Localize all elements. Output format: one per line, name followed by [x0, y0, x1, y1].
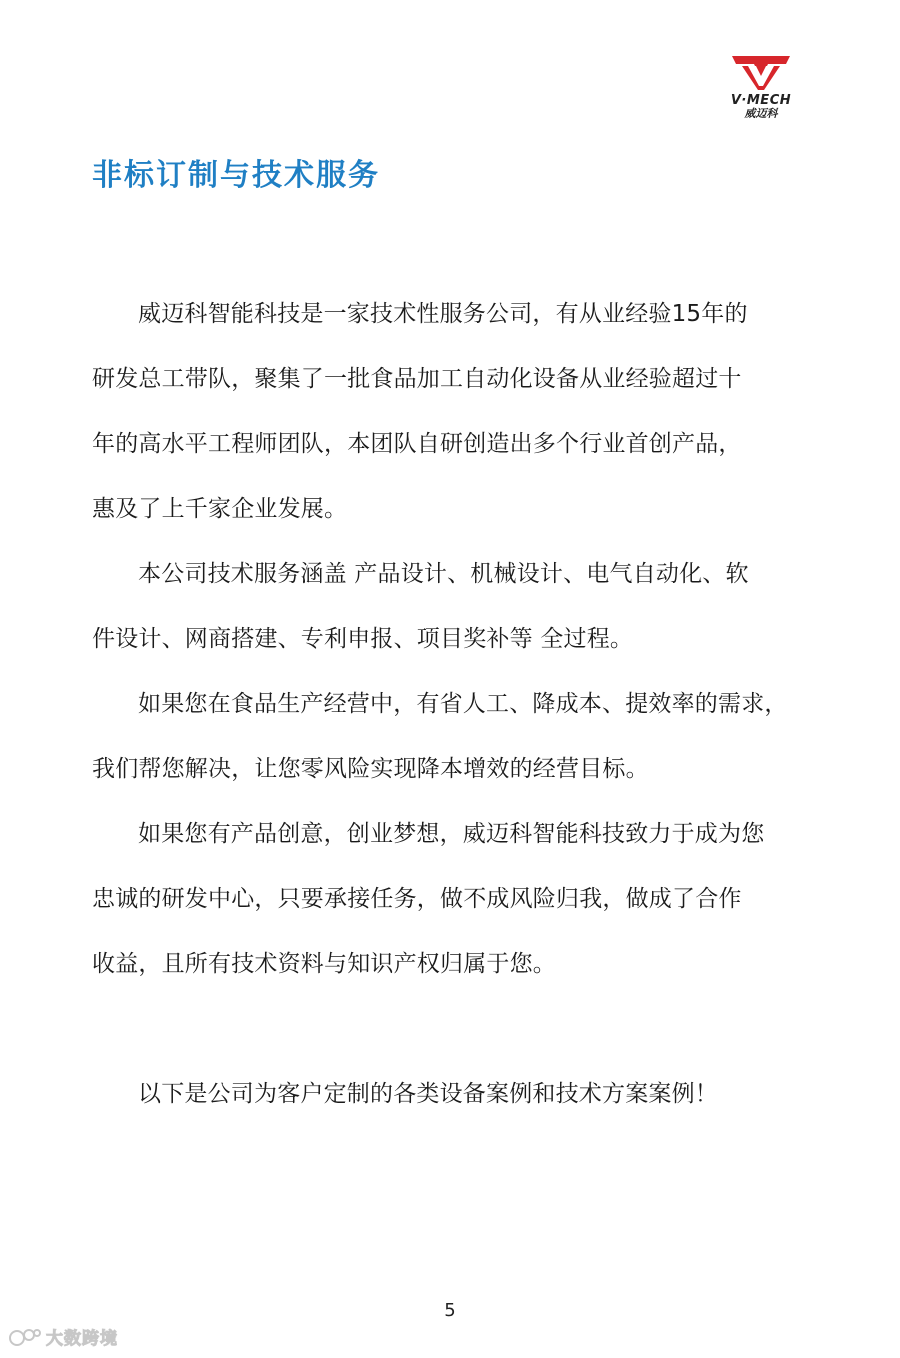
paragraph-intro [92, 282, 822, 542]
paragraph-line: 以下是公司为客户定制的各类设备案例和技术方案案例！ [138, 1081, 718, 1107]
paragraph-line: 收益，且所有技术资料与知识产权归属于您。 [92, 951, 556, 977]
paragraph-line: 惠及了上千家企业发展。 [92, 496, 348, 522]
page-number: 5 [444, 1300, 456, 1321]
paragraph-line: 如果您有产品创意，创业梦想，威迈科智能科技致力于成为您 [138, 821, 765, 847]
watermark-logo-icon [8, 1325, 42, 1349]
document-body [92, 282, 822, 1127]
logo-brand-en: V·MECH [730, 93, 792, 108]
watermark [8, 1324, 118, 1349]
paragraph-line: 威迈科智能科技是一家技术性服务公司，有从业经验15年的 [138, 301, 748, 327]
company-logo [718, 52, 804, 124]
paragraph-line: 年的高水平工程师团队，本团队自研创造出多个行业首创产品， [92, 431, 742, 457]
paragraph-line: 如果您在食品生产经营中，有省人工、降成本、提效率的需求， [138, 691, 788, 717]
paragraph-line: 忠诚的研发中心，只要承接任务，做不成风险归我，做成了合作 [92, 886, 742, 912]
paragraph-ideas [92, 802, 822, 997]
paragraph-gap [92, 997, 822, 1062]
paragraph-line: 本公司技术服务涵盖 产品设计、机械设计、电气自动化、软 [138, 561, 749, 587]
paragraph-needs [92, 672, 822, 802]
watermark-text: 大数跨境 [46, 1329, 118, 1349]
paragraph-line: 件设计、网商搭建、专利申报、项目奖补等 全过程。 [92, 626, 634, 652]
paragraph-line: 我们帮您解决，让您零风险实现降本增效的经营目标。 [92, 756, 649, 782]
paragraph-services [92, 542, 822, 672]
paragraph-line: 研发总工带队，聚集了一批食品加工自动化设备从业经验超过十 [92, 366, 742, 392]
logo-brand-cn: 威迈科 [744, 107, 778, 120]
page-title: 非标订制与技术服务 [92, 158, 380, 193]
paragraph-cases-intro [92, 1062, 822, 1127]
vmech-logo-icon [728, 52, 794, 92]
